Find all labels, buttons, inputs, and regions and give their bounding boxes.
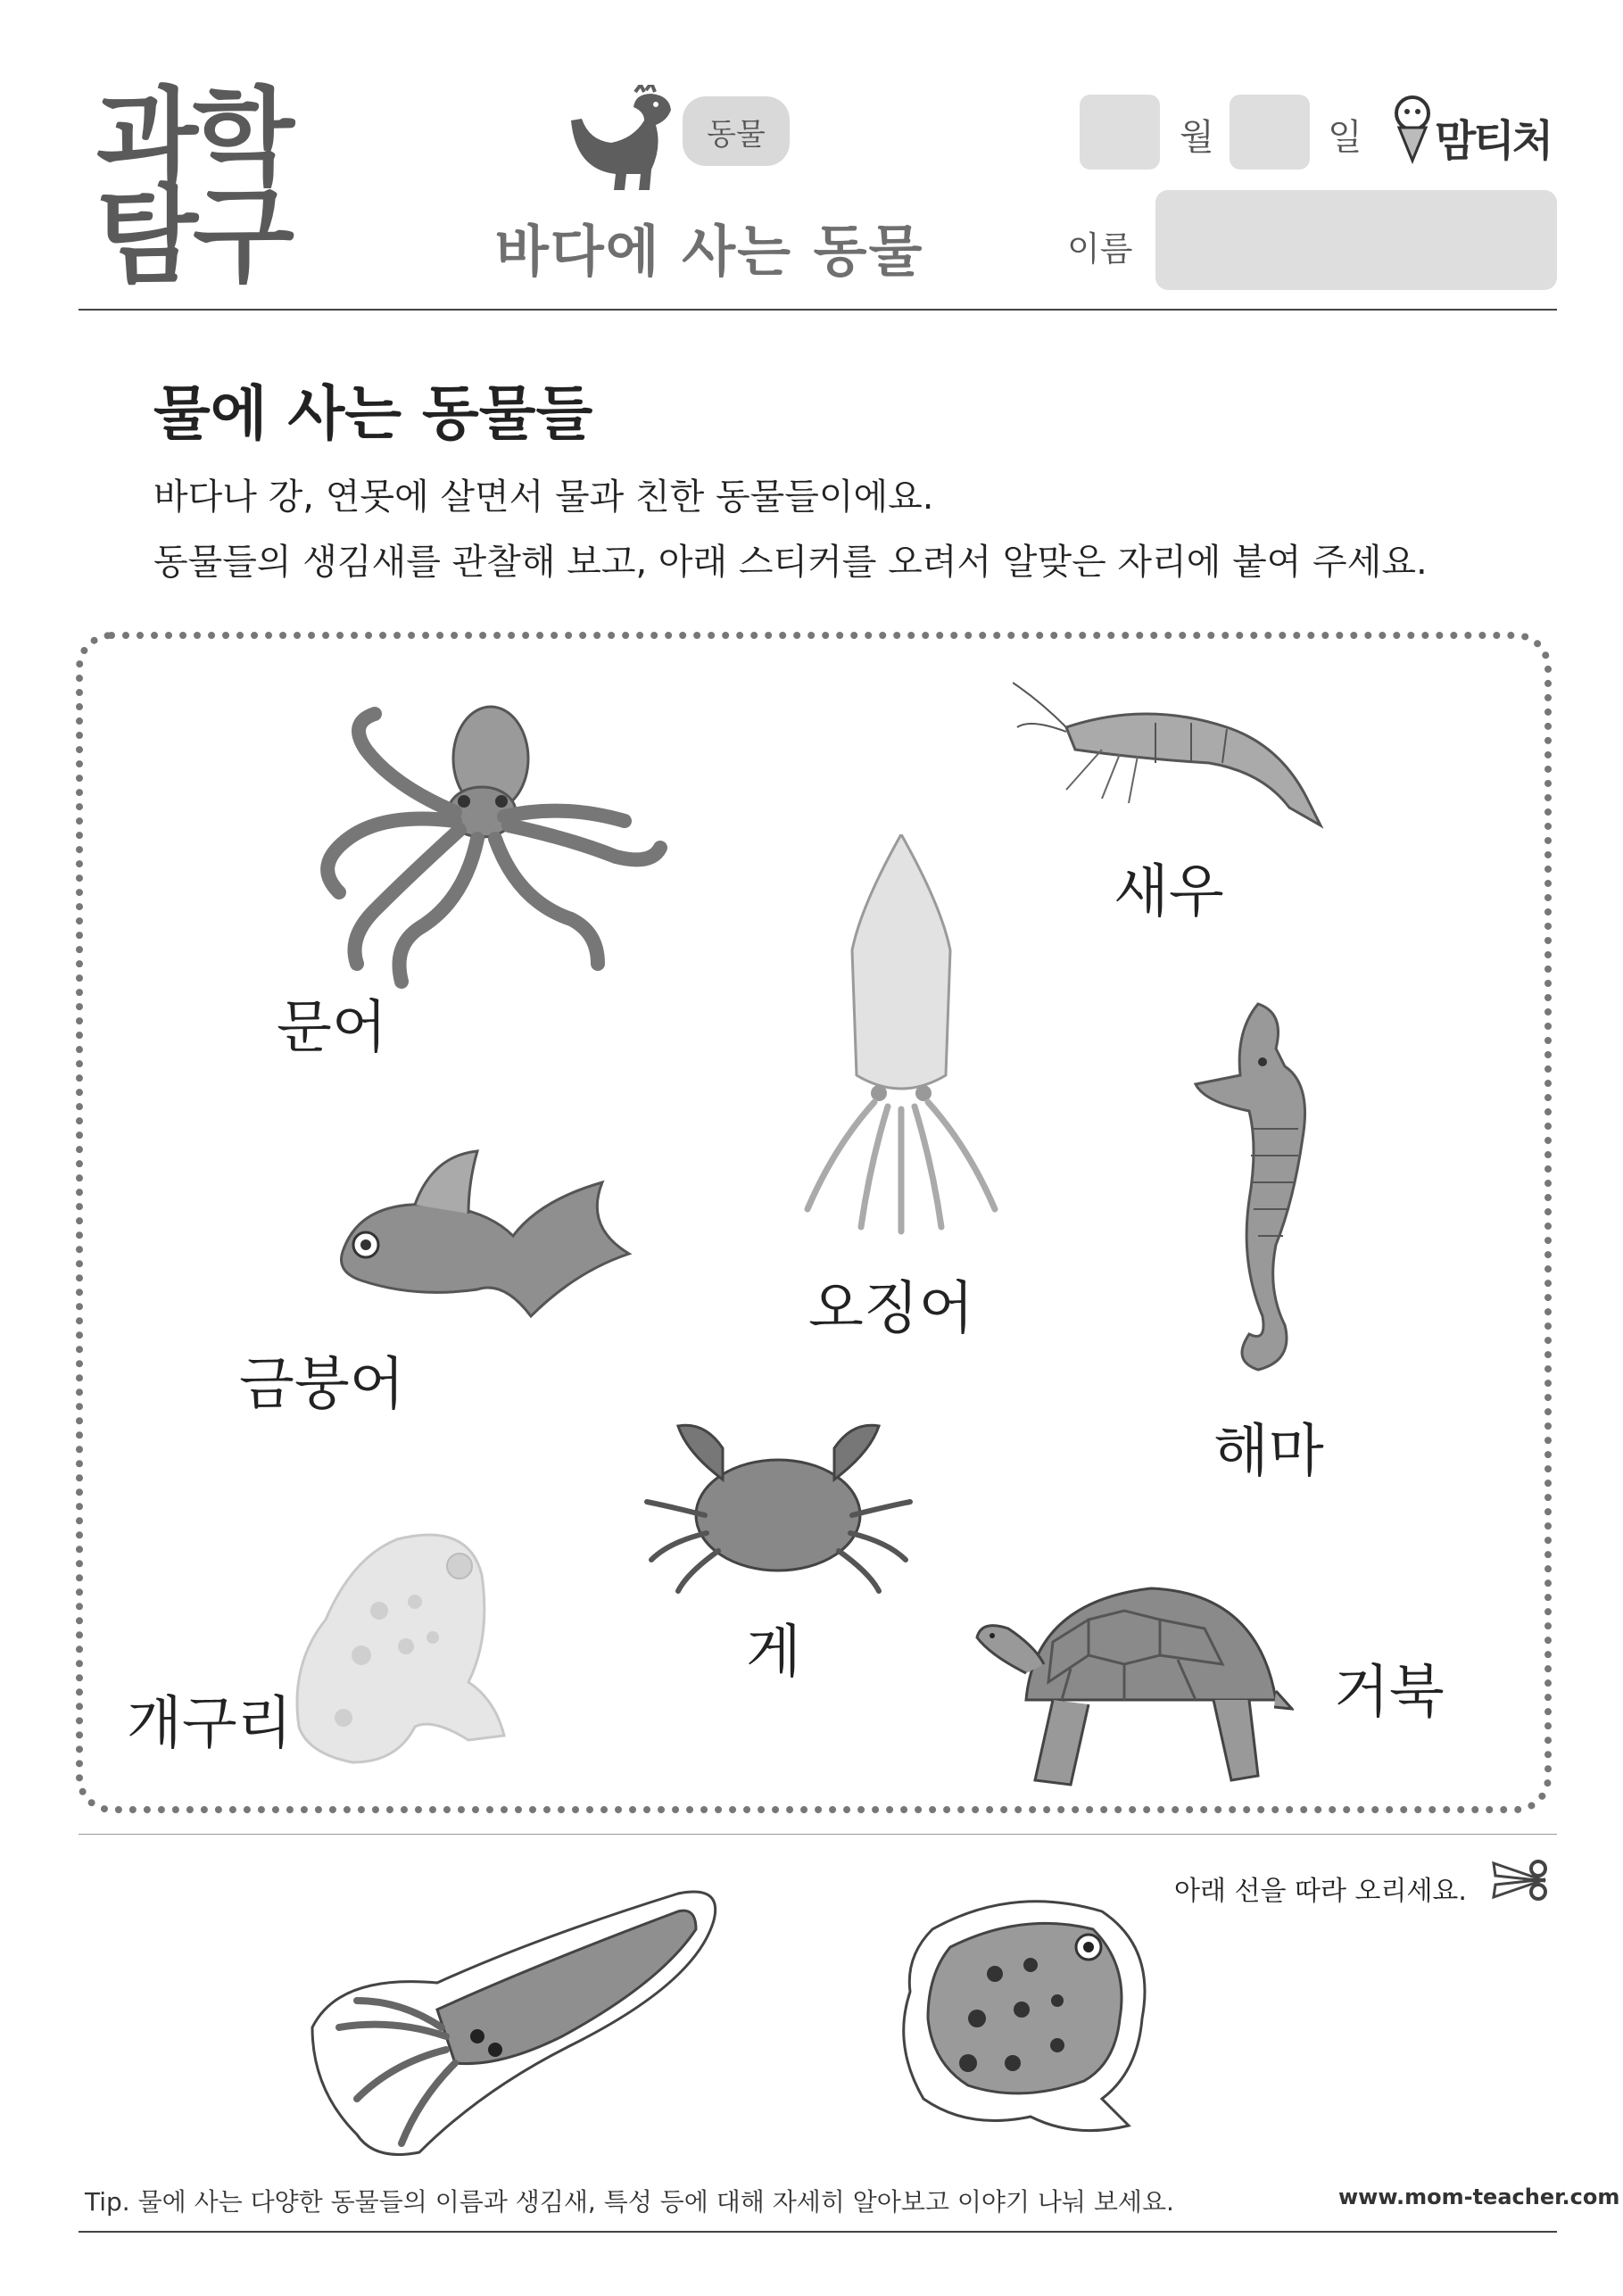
pencil-mascot-icon <box>1390 94 1435 165</box>
logo-line-2: 탐구 <box>96 174 289 297</box>
seahorse-illustration <box>1187 995 1321 1379</box>
day-label: 일 <box>1328 117 1362 158</box>
label-octopus: 문어 <box>277 995 387 1061</box>
turtle-illustration <box>973 1575 1294 1798</box>
goldfish-illustration <box>326 1147 638 1325</box>
name-label: 이름 <box>1067 229 1133 269</box>
label-goldfish: 금붕어 <box>239 1352 405 1418</box>
label-frog: 개구리 <box>127 1691 293 1757</box>
site-url[interactable]: www.mom-teacher.com <box>1338 2184 1620 2209</box>
squid-illustration <box>799 834 1004 1236</box>
page-subtitle: 바다에 사는 동물 <box>495 219 924 284</box>
label-turtle: 거북 <box>1334 1660 1445 1726</box>
logo-line-1: 과학 <box>96 76 289 199</box>
cut-section-divider <box>79 1834 1557 1835</box>
topic-badge: 동물 <box>683 96 790 166</box>
brand-text: 맘티처 <box>1435 116 1552 166</box>
brand-logo <box>1390 94 1560 165</box>
name-input[interactable] <box>1155 190 1557 290</box>
intro-line-2: 동물들의 생김새를 관찰해 보고, 아래 스티커를 오려서 알맞은 자리에 붙여 주세요. <box>153 542 1428 583</box>
scissors-icon <box>1490 1858 1549 1902</box>
month-input[interactable] <box>1080 95 1160 170</box>
month-label: 월 <box>1180 117 1214 158</box>
dinosaur-icon <box>562 85 683 192</box>
label-squid: 오징어 <box>808 1276 974 1342</box>
footer-divider <box>79 2231 1557 2233</box>
crab-illustration <box>642 1417 915 1596</box>
squid-sticker[interactable] <box>303 1885 723 2161</box>
header-divider <box>79 309 1557 311</box>
label-shrimp: 새우 <box>1114 859 1224 925</box>
frog-sticker[interactable] <box>897 1894 1151 2139</box>
frog-illustration <box>290 1521 509 1771</box>
section-title: 물에 사는 동물들 <box>153 379 593 448</box>
cut-instruction: 아래 선을 따라 오리세요. <box>1174 1876 1467 1907</box>
day-input[interactable] <box>1230 95 1310 170</box>
intro-line-1: 바다나 강, 연못에 살면서 물과 친한 동물들이에요. <box>153 477 934 518</box>
tip-text: Tip. 물에 사는 다양한 동물들의 이름과 생김새, 특성 등에 대해 자세히 알아보고 이야기 나눠 보세요. <box>85 2187 1174 2217</box>
label-crab: 게 <box>746 1620 801 1686</box>
shrimp-illustration <box>1013 674 1334 834</box>
octopus-illustration <box>277 696 669 999</box>
label-seahorse: 해마 <box>1213 1419 1324 1485</box>
